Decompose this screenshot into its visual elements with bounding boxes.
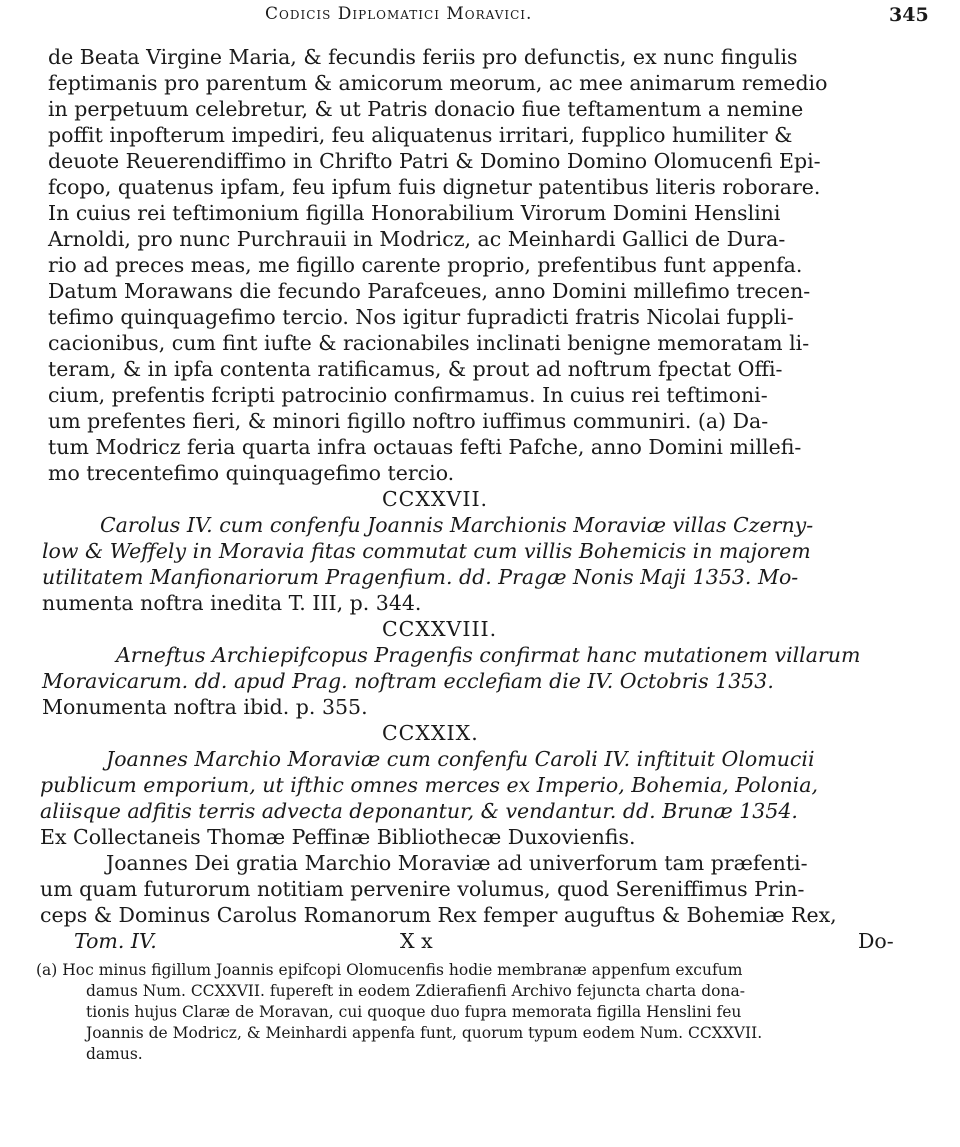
text-line: cacionibus, cum fint iufte & racionabiles inclinati benigne memoratam li- xyxy=(48,331,810,355)
text-line: in perpetuum celebretur, & ut Patris donacio fiue teftamentum a nemine xyxy=(48,97,804,121)
summary-line: utilitatem Manfionariorum Pragenfium. dd. Pragæ Nonis Maji 1353. Mo- xyxy=(42,565,799,589)
text-line: deuote Reuerendiffimo in Chrifto Patri & Domino Domino Olomucenfi Epi- xyxy=(48,149,821,173)
source-line: Monumenta noftra ibid. p. 355. xyxy=(42,695,368,719)
text-line: Arnoldi, pro nunc Purchrauii in Modricz, ac Meinhardi Gallici de Dura- xyxy=(48,227,786,251)
source-line: numenta noftra inedita T. III, p. 344. xyxy=(42,591,422,615)
text-line: Joannes Dei gratia Marchio Moraviæ ad univerforum tam præfenti- xyxy=(106,851,808,875)
page-number: 345 xyxy=(889,4,929,26)
text-line: Datum Morawans die fecundo Parafceues, anno Domini millefimo trecen- xyxy=(48,279,811,303)
text-line: cium, prefentis fcripti patrocinio confirmamus. In cuius rei teftimoni- xyxy=(48,383,768,407)
summary-line: publicum emporium, ut ifthic omnes merces ex Imperio, Bohemia, Polonia, xyxy=(40,773,818,797)
page-header xyxy=(0,4,960,28)
catchword: Do- xyxy=(858,929,894,953)
text-line: tum Modricz feria quarta infra octauas fefti Pafche, anno Domini millefi- xyxy=(48,435,802,459)
text-line: tefimo quinquagefimo tercio. Nos igitur fupradicti fratris Nicolai fuppli- xyxy=(48,305,794,329)
footnote-line: Joannis de Modricz, & Meinhardi appenfa funt, quorum typum eodem Num. CCXXVII. xyxy=(86,1024,763,1042)
source-line: Ex Collectaneis Thomæ Peffinæ Bibliothecæ Duxovienfis. xyxy=(40,825,636,849)
document-number: CCXXIX. xyxy=(382,721,479,745)
text-line: In cuius rei teftimonium figilla Honorabilium Virorum Domini Henslini xyxy=(48,201,781,225)
summary-line: Arneftus Archiepifcopus Pragenfis confirmat hanc mutationem villarum xyxy=(116,643,861,667)
text-line: fcopo, quatenus ipfam, feu ipfum fuis dignetur patentibus literis roborare. xyxy=(48,175,821,199)
text-line: poffit inpofterum impediri, feu aliquatenus irritari, fupplico humiliter & xyxy=(48,123,793,147)
text-line: mo trecentefimo quinquagefimo tercio. xyxy=(48,461,455,485)
volume-signature: Tom. IV. xyxy=(74,929,157,953)
summary-line: Joannes Marchio Moraviæ cum confenfu Caroli IV. inftituit Olomucii xyxy=(106,747,815,771)
text-line: teram, & in ipfa contenta ratificamus, & prout ad noftrum fpectat Offi- xyxy=(48,357,783,381)
text-line: ceps & Dominus Carolus Romanorum Rex femper auguftus & Bohemiæ Rex, xyxy=(40,903,837,927)
text-line: rio ad preces meas, me figillo carente proprio, prefentibus funt appenfa. xyxy=(48,253,803,277)
text-line: de Beata Virgine Maria, & fecundis feriis pro defunctis, ex nunc fingulis xyxy=(48,45,798,69)
footnote-line: tionis hujus Claræ de Moravan, cui quoque duo fupra memorata figilla Henslini feu xyxy=(86,1003,742,1021)
summary-line: aliisque adfitis terris advecta deponantur, & vendantur. dd. Brunæ 1354. xyxy=(40,799,798,823)
text-line: um prefentes fieri, & minori figillo noftro iuffimus communiri. (a) Da- xyxy=(48,409,769,433)
running-head: Codicis Diplomatici Moravici. xyxy=(265,4,533,24)
summary-line: Carolus IV. cum confenfu Joannis Marchionis Moraviæ villas Czerny- xyxy=(100,513,814,537)
footnote-line: (a) Hoc minus figillum Joannis epifcopi Olomucenfis hodie membranæ appenfum excufum xyxy=(36,961,743,979)
footnote-line: damus Num. CCXXVII. fupereft in eodem Zdierafienfi Archivo fejuncta charta dona- xyxy=(86,982,745,1000)
gathering-signature: X x xyxy=(400,929,433,953)
text-line: um quam futurorum notitiam pervenire volumus, quod Sereniffimus Prin- xyxy=(40,877,805,901)
footnote-line: damus. xyxy=(86,1045,143,1063)
summary-line: Moravicarum. dd. apud Prag. noftram ecclefiam die IV. Octobris 1353. xyxy=(42,669,774,693)
document-number: CCXXVIII. xyxy=(382,617,498,641)
document-number: CCXXVII. xyxy=(382,487,489,511)
summary-line: low & Weffely in Moravia fitas commutat cum villis Bohemicis in majorem xyxy=(42,539,811,563)
text-line: feptimanis pro parentum & amicorum meorum, ac mee animarum remedio xyxy=(48,71,828,95)
